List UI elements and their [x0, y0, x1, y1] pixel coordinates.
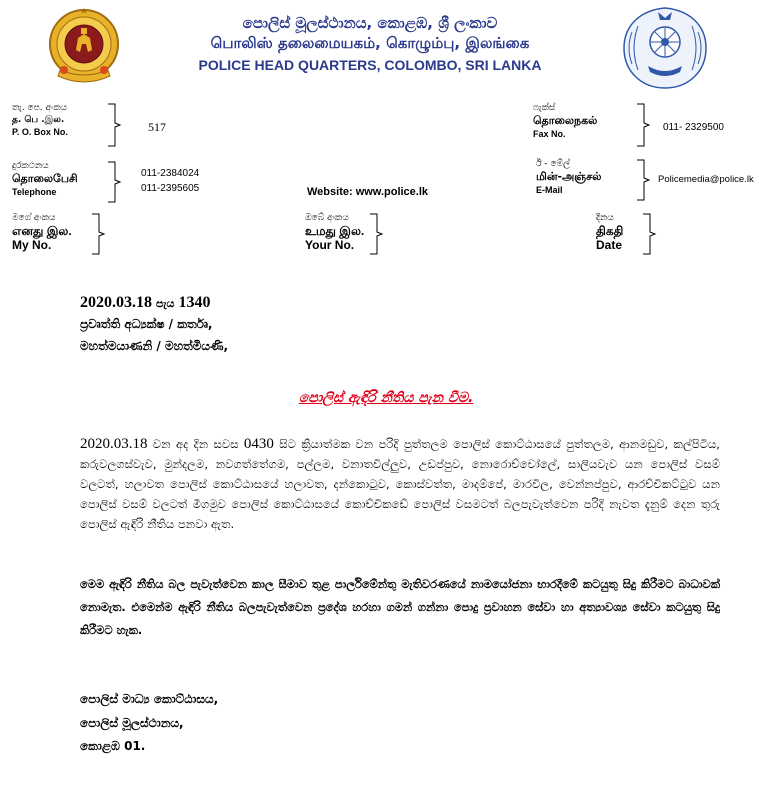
recipient-line-1: ප්‍රවෘත්ති අධ්‍යක්ෂ / කර්තෘ, — [80, 317, 213, 331]
telephone-value-1: 011-2384024 — [141, 168, 200, 179]
para1-date: 2020.03.18 — [80, 436, 148, 452]
telephone-label: දුරකථනය தொலைபேசி Telephone — [12, 161, 78, 197]
your-no-bracket — [370, 214, 384, 254]
para1-text-a: වන අද දින සවස — [147, 437, 244, 451]
para1-time: 0430 — [243, 436, 274, 452]
letter-date-number: 2020.03.18 — [80, 294, 152, 311]
sri-lanka-emblem-icon — [42, 6, 126, 86]
my-no-label: මගේ අංකය எனது இல. My No. — [12, 213, 72, 252]
email-bracket — [637, 160, 651, 200]
body-paragraph-2: මෙම ඇඳිරි නීතිය බල පැවැත්වෙන කාල සීමාව තුළ පාර්ලිමේන්තු මැතිවරණයේ නාමයෝජනා භාරදීමේ කටයුතු සිදු කිරීමට බාධාවක් නොමැත. එමෙන්ම ඇඳිරි නීතිය බලපැවැත්වෙන ප්‍රදේශ හරහා ගමන් ගන්නා පොදු ප්‍රවාහන සේවා හා අත්‍යාවශ්‍ය සේවා කටයුතු සිදු කිරීමට හැක. — [80, 577, 720, 637]
email-value: Policemedia@police.lk — [658, 174, 754, 185]
recipient-line-2: මහත්මයාණනි / මහත්මියණි, — [80, 339, 229, 353]
police-crest-icon — [618, 6, 712, 90]
signature-line-1: පොලිස් මාධ්‍ය කොට්ඨාසය, — [80, 692, 219, 706]
fax-label: ෆැක්ස් தொலைநகல் Fax No. — [533, 103, 598, 139]
subject-text: පොලිස් ඇඳිරි නීතිය පැන වීම. — [298, 390, 474, 406]
body-paragraph-1 — [80, 434, 720, 534]
date-bracket — [643, 214, 657, 254]
your-no-label: ඔබේ අංකය உமது இல. Your No. — [305, 213, 365, 252]
fax-value: 011- 2329500 — [663, 122, 724, 133]
header-tamil: பொலிஸ் தலைமையகம், கொழும்பு, இலங்கை — [210, 34, 530, 52]
pobox-value: 517 — [148, 120, 166, 134]
letter-time-word: පැය — [156, 297, 175, 310]
header-sinhala: පොලිස් මූලස්ථානය, කොළඹ, ශ්‍රී ලංකාව — [242, 14, 498, 32]
pobox-label: තැ. පෙ. අංකය த. பெ .இல. P. O. Box No. — [12, 103, 68, 137]
pobox-bracket — [108, 104, 122, 146]
email-label: ඊ - මේල් மின்-அஞ்சல் E-Mail — [536, 159, 602, 195]
signature-line-3: කොළඹ 01. — [80, 739, 146, 753]
letter-time-value: 1340 — [178, 294, 211, 311]
telephone-value-2: 011-2395605 — [141, 183, 200, 194]
header-english: POLICE HEAD QUARTERS, COLOMBO, SRI LANKA — [198, 57, 542, 73]
telephone-bracket — [108, 162, 122, 202]
website-text: Website: www.police.lk — [307, 186, 429, 198]
date-label: දිනය திகதி Date — [596, 213, 624, 252]
fax-bracket — [637, 104, 651, 146]
letter-date — [80, 294, 210, 312]
signature-line-2: පොලිස් මූලස්ථානය, — [80, 716, 184, 730]
para1-text-b: සිට ක්‍රියාත්මක වන පරිදි පුත්තලම පොලිස් කොට්ඨාසයේ පුත්තලම, ආනමඩුව, කල්පිටිය, කරුවලගස්වැව, මුන්දලම, නවගත්තේගම, පල්ලම, වනාතවිල්ලුව, උඩප්පුව, නොරොච්චෝලේ, සාලියවැව යන පොලිස් වසම් වලටත්, හලාවත පොලිස් කොට්ඨාසයේ හලාවත, දන්කොටුව, කොස්වත්ත, මාදම්පේ, මාරවිල, වෙන්නප්පුව, ආරච්චිකට්ටුව යන පොලිස් වසම් වලටත් මීගමුව පොලිස් කොට්ඨාසයේ කොච්චිකඩේ පොලිස් වසමටත් බලපැවැත්වෙන පරිදි නැවත දැනුම් දෙන තුරු පොලිස් ඇඳිරි නීතිය පනවා ඇත. — [80, 437, 720, 531]
my-no-bracket — [92, 214, 106, 254]
subject-heading — [0, 387, 772, 406]
